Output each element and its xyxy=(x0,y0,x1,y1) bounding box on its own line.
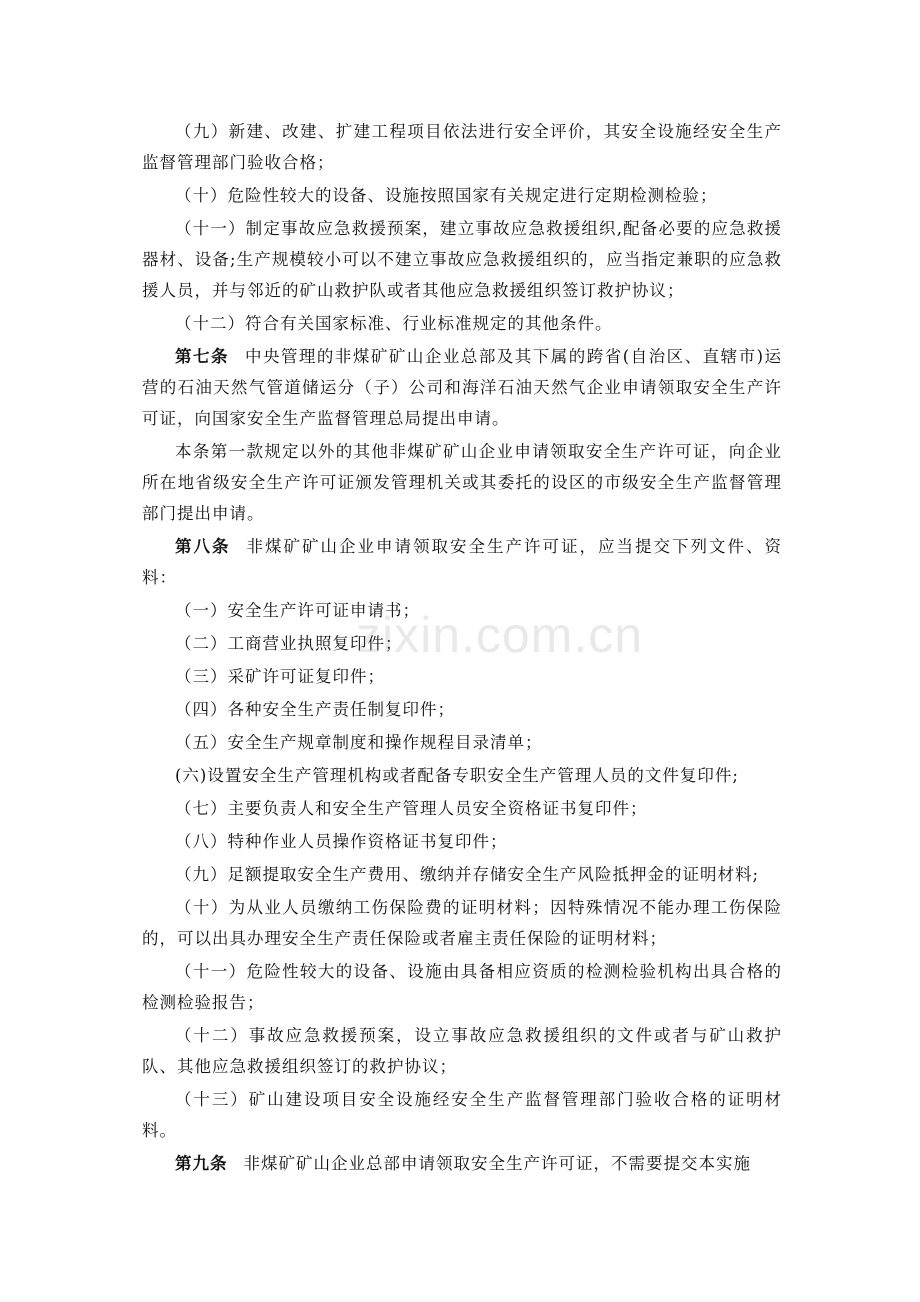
paragraph-text: （九）足额提取安全生产费用、缴纳并存储安全生产风险抵押金的证明材料; xyxy=(175,865,760,884)
paragraph-text: （十一）制定事故应急救援预案，建立事故应急救援组织,配备必要的应急救援器材、设备;生产规模较小可以不建立事故应急救援组织的，应当指定兼职的应急救援人员，并与邻近的矿山救护队或者其他应急救援组织签订救护协议； xyxy=(142,219,782,300)
watermark: zixin.com.cn xyxy=(356,607,644,663)
list-item-8 xyxy=(142,826,782,857)
paragraph-text: （十）为从业人员缴纳工伤保险费的证明材料；因特殊情况不能办理工伤保险的，可以出具办理安全生产责任保险或者雇主责任保险的证明材料； xyxy=(142,898,782,948)
paragraph-item-11-emergency-plan xyxy=(142,213,782,306)
list-item-3 xyxy=(142,661,782,692)
paragraph-text: 本条第一款规定以外的其他非煤矿矿山企业申请领取安全生产许可证，向企业所在地省级安全生产许可证颁发管理机关或其委托的设区的市级安全生产监督管理部门提出申请。 xyxy=(142,442,782,523)
paragraph-text: (六)设置安全生产管理机构或者配备专职安全生产管理人员的文件复印件; xyxy=(175,766,739,785)
list-item-4 xyxy=(142,694,782,725)
paragraph-text: 非煤矿矿山企业申请领取安全生产许可证，应当提交下列文件、资料： xyxy=(142,537,782,587)
list-item-7 xyxy=(142,793,782,824)
article-9 xyxy=(142,1148,782,1179)
paragraph-text: （一）安全生产许可证申请书； xyxy=(175,601,420,620)
paragraph-text: （七）主要负责人和安全生产管理人员安全资格证书复印件； xyxy=(175,799,648,818)
list-item-6 xyxy=(142,760,782,791)
list-item-10 xyxy=(142,892,782,954)
list-item-2 xyxy=(142,628,782,659)
paragraph-text: （十）危险性较大的设备、设施按照国家有关规定进行定期检测检验； xyxy=(175,186,718,205)
article-heading: 第七条 xyxy=(175,347,229,366)
paragraph-text: （八）特种作业人员操作资格证书复印件； xyxy=(175,832,508,851)
paragraph-text: 中央管理的非煤矿矿山企业总部及其下属的跨省(自治区、直辖市)运营的石油天然气管道储运分（子）公司和海洋石油天然气企业申请领取安全生产许可证，向国家安全生产监督管理总局提出申请。 xyxy=(142,347,783,428)
list-item-9 xyxy=(142,859,782,890)
list-item-1 xyxy=(142,595,782,626)
list-item-13 xyxy=(142,1084,782,1146)
paragraph-text: （三）采矿许可证复印件； xyxy=(175,667,385,686)
list-item-12 xyxy=(142,1020,782,1082)
article-7-paragraph-2 xyxy=(142,436,782,529)
paragraph-text: （九）新建、改建、扩建工程项目依法进行安全评价，其安全设施经安全生产监督管理部门验收合格； xyxy=(142,122,782,172)
paragraph-item-9-evaluation xyxy=(142,116,782,178)
paragraph-text: （四）各种安全生产责任制复印件； xyxy=(175,700,455,719)
paragraph-text: （五）安全生产规章制度和操作规程目录清单； xyxy=(175,733,543,752)
paragraph-text: （十二）事故应急救援预案，设立事故应急救援组织的文件或者与矿山救护队、其他应急救援组织签订的救护协议； xyxy=(142,1026,782,1076)
article-7 xyxy=(142,341,782,434)
paragraph-text: 非煤矿矿山企业总部申请领取安全生产许可证，不需要提交本实施 xyxy=(243,1154,751,1173)
paragraph-item-12-other-conditions xyxy=(142,308,782,339)
list-item-5 xyxy=(142,727,782,758)
article-heading: 第八条 xyxy=(175,537,231,556)
document-body xyxy=(142,114,782,1179)
paragraph-text: （十二）符合有关国家标准、行业标准规定的其他条件。 xyxy=(175,314,613,333)
paragraph-text: （十一）危险性较大的设备、设施由具备相应资质的检测检验机构出具合格的检测检验报告； xyxy=(142,962,782,1012)
article-8 xyxy=(142,531,782,593)
paragraph-item-10-inspection xyxy=(142,180,782,211)
article-heading: 第九条 xyxy=(175,1154,228,1173)
paragraph-text: （二）工商营业执照复印件； xyxy=(175,634,403,653)
list-item-11 xyxy=(142,956,782,1018)
paragraph-text: （十三）矿山建设项目安全设施经安全生产监督管理部门验收合格的证明材料。 xyxy=(142,1090,782,1140)
